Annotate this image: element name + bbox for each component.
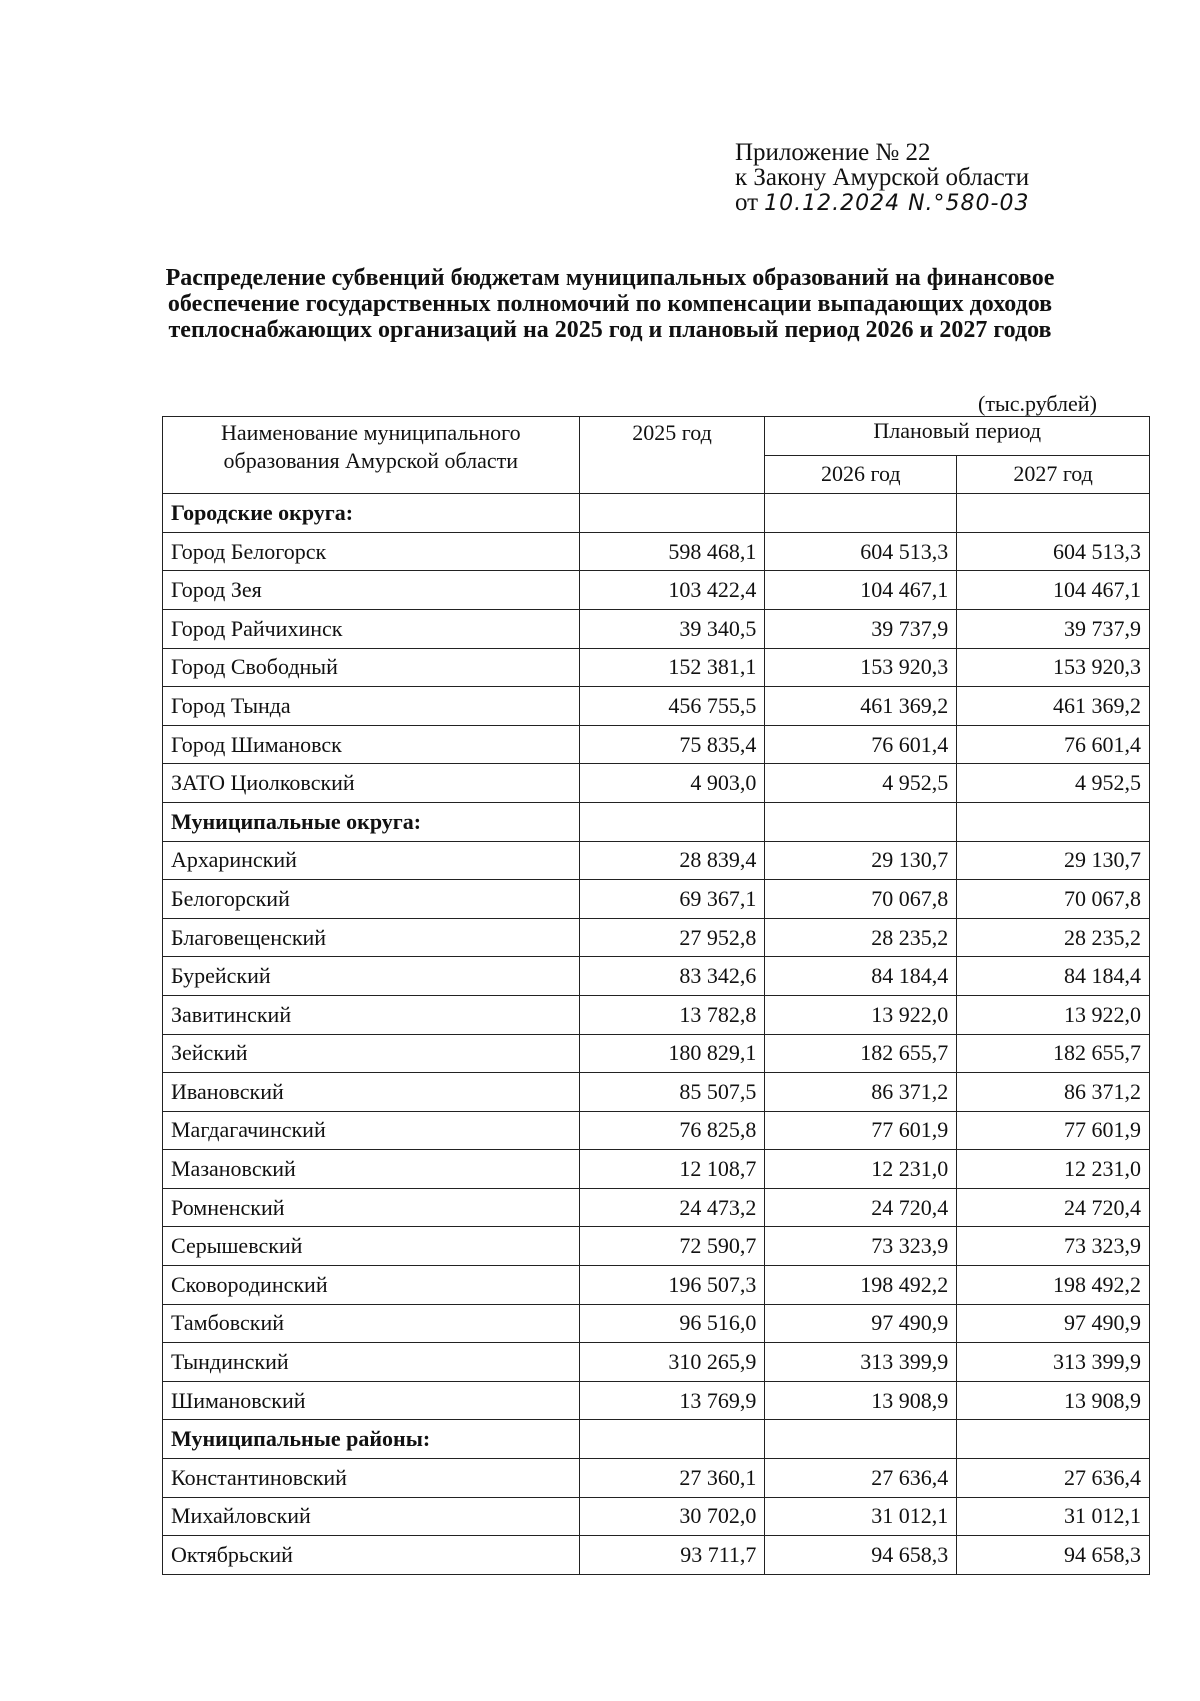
table-row <box>163 1266 1150 1305</box>
municipality-name-cell: Благовещенский <box>163 918 580 957</box>
header-2027-cell: 2027 год <box>957 455 1150 494</box>
value-2027-cell: 313 399,9 <box>957 1343 1150 1382</box>
value-2026-cell: 76 601,4 <box>765 725 957 764</box>
table-row <box>163 609 1150 648</box>
value-2027-cell: 4 952,5 <box>957 764 1150 803</box>
value-2027-cell: 182 655,7 <box>957 1034 1150 1073</box>
section-title-cell: Муниципальные округа: <box>163 802 580 841</box>
municipality-name-cell: Ромненский <box>163 1188 580 1227</box>
value-2027-cell: 31 012,1 <box>957 1497 1150 1536</box>
value-2025-cell: 39 340,5 <box>579 609 765 648</box>
value-2025-cell: 24 473,2 <box>579 1188 765 1227</box>
value-2026-cell: 27 636,4 <box>765 1459 957 1498</box>
municipality-name-cell: Город Тында <box>163 687 580 726</box>
value-2026-cell: 97 490,9 <box>765 1304 957 1343</box>
table-row <box>163 841 1150 880</box>
section-title-cell: Городские округа: <box>163 494 580 533</box>
table-row <box>163 571 1150 610</box>
value-2025-cell: 28 839,4 <box>579 841 765 880</box>
table-row <box>163 957 1150 996</box>
municipality-name-cell: Октябрьский <box>163 1536 580 1575</box>
municipality-name-cell: Город Зея <box>163 571 580 610</box>
municipality-name-cell: Михайловский <box>163 1497 580 1536</box>
value-2027-cell: 76 601,4 <box>957 725 1150 764</box>
municipality-name-cell: Тындинский <box>163 1343 580 1382</box>
value-2026-cell: 182 655,7 <box>765 1034 957 1073</box>
value-2027-cell: 86 371,2 <box>957 1073 1150 1112</box>
section-empty-cell <box>765 802 957 841</box>
value-2025-cell: 27 360,1 <box>579 1459 765 1498</box>
section-row <box>163 1420 1150 1459</box>
value-2026-cell: 4 952,5 <box>765 764 957 803</box>
value-2026-cell: 70 067,8 <box>765 880 957 919</box>
table-row <box>163 880 1150 919</box>
value-2025-cell: 85 507,5 <box>579 1073 765 1112</box>
section-empty-cell <box>957 802 1150 841</box>
unit-label: (тыс.рублей) <box>978 391 1097 416</box>
value-2025-cell: 310 265,9 <box>579 1343 765 1382</box>
municipality-name-cell: Архаринский <box>163 841 580 880</box>
handwritten-date-number: 10.12.2024 N.°580-03 <box>764 191 1030 216</box>
value-2026-cell: 39 737,9 <box>765 609 957 648</box>
table-row <box>163 1343 1150 1382</box>
value-2027-cell: 604 513,3 <box>957 532 1150 571</box>
municipality-name-cell: Магдагачинский <box>163 1111 580 1150</box>
header-name-cell: Наименование муниципального образования Амурской области <box>163 417 580 494</box>
municipality-name-cell: Ивановский <box>163 1073 580 1112</box>
value-2027-cell: 28 235,2 <box>957 918 1150 957</box>
header-2026-cell: 2026 год <box>765 455 957 494</box>
municipality-name-cell: Завитинский <box>163 995 580 1034</box>
value-2025-cell: 83 342,6 <box>579 957 765 996</box>
appendix-law-reference: к Закону Амурской области <box>735 164 1030 191</box>
value-2026-cell: 29 130,7 <box>765 841 957 880</box>
section-empty-cell <box>579 802 765 841</box>
value-2026-cell: 31 012,1 <box>765 1497 957 1536</box>
value-2025-cell: 75 835,4 <box>579 725 765 764</box>
value-2027-cell: 13 908,9 <box>957 1381 1150 1420</box>
appendix-number: Приложение № 22 <box>735 139 931 166</box>
municipality-name-cell: ЗАТО Циолковский <box>163 764 580 803</box>
value-2027-cell: 12 231,0 <box>957 1150 1150 1189</box>
table-row <box>163 725 1150 764</box>
value-2027-cell: 24 720,4 <box>957 1188 1150 1227</box>
section-row <box>163 494 1150 533</box>
value-2025-cell: 72 590,7 <box>579 1227 765 1266</box>
municipality-name-cell: Город Свободный <box>163 648 580 687</box>
value-2025-cell: 456 755,5 <box>579 687 765 726</box>
value-2025-cell: 598 468,1 <box>579 532 765 571</box>
value-2025-cell: 180 829,1 <box>579 1034 765 1073</box>
value-2025-cell: 93 711,7 <box>579 1536 765 1575</box>
value-2026-cell: 86 371,2 <box>765 1073 957 1112</box>
municipality-name-cell: Константиновский <box>163 1459 580 1498</box>
section-empty-cell <box>579 1420 765 1459</box>
value-2025-cell: 152 381,1 <box>579 648 765 687</box>
table-row <box>163 764 1150 803</box>
header-planned-period-cell: Плановый период <box>765 417 1150 456</box>
municipality-name-cell: Мазановский <box>163 1150 580 1189</box>
value-2026-cell: 84 184,4 <box>765 957 957 996</box>
value-2027-cell: 13 922,0 <box>957 995 1150 1034</box>
table-row <box>163 1188 1150 1227</box>
table-row <box>163 995 1150 1034</box>
value-2026-cell: 104 467,1 <box>765 571 957 610</box>
municipality-name-cell: Город Белогорск <box>163 532 580 571</box>
subvention-table <box>162 416 1150 1575</box>
value-2025-cell: 13 769,9 <box>579 1381 765 1420</box>
value-2027-cell: 77 601,9 <box>957 1111 1150 1150</box>
appendix-date-prefix: от <box>735 189 759 216</box>
table-row <box>163 1497 1150 1536</box>
table-row <box>163 1536 1150 1575</box>
value-2025-cell: 27 952,8 <box>579 918 765 957</box>
value-2026-cell: 77 601,9 <box>765 1111 957 1150</box>
value-2025-cell: 196 507,3 <box>579 1266 765 1305</box>
municipality-name-cell: Белогорский <box>163 880 580 919</box>
table-row <box>163 918 1150 957</box>
value-2026-cell: 604 513,3 <box>765 532 957 571</box>
document-title: Распределение субвенций бюджетам муниципальных образований на финансовое обеспечение государственных полномочий по компенсации выпадающих доходов теплоснабжающих организаций на 2025 год и плановый период 2026 и 2027 годов <box>165 265 1055 343</box>
section-empty-cell <box>765 1420 957 1459</box>
value-2025-cell: 4 903,0 <box>579 764 765 803</box>
table-row <box>163 1150 1150 1189</box>
section-row <box>163 802 1150 841</box>
value-2026-cell: 24 720,4 <box>765 1188 957 1227</box>
table-header-row <box>163 417 1150 456</box>
table-row <box>163 1381 1150 1420</box>
section-empty-cell <box>765 494 957 533</box>
value-2025-cell: 69 367,1 <box>579 880 765 919</box>
value-2027-cell: 39 737,9 <box>957 609 1150 648</box>
value-2026-cell: 12 231,0 <box>765 1150 957 1189</box>
table-row <box>163 1227 1150 1266</box>
value-2027-cell: 198 492,2 <box>957 1266 1150 1305</box>
municipality-name-cell: Сковородинский <box>163 1266 580 1305</box>
value-2025-cell: 96 516,0 <box>579 1304 765 1343</box>
municipality-name-cell: Город Шимановск <box>163 725 580 764</box>
value-2025-cell: 12 108,7 <box>579 1150 765 1189</box>
value-2025-cell: 103 422,4 <box>579 571 765 610</box>
municipality-name-cell: Серышевский <box>163 1227 580 1266</box>
table-row <box>163 1111 1150 1150</box>
value-2026-cell: 198 492,2 <box>765 1266 957 1305</box>
municipality-name-cell: Зейский <box>163 1034 580 1073</box>
table-row <box>163 648 1150 687</box>
value-2025-cell: 30 702,0 <box>579 1497 765 1536</box>
municipality-name-cell: Шимановский <box>163 1381 580 1420</box>
value-2025-cell: 13 782,8 <box>579 995 765 1034</box>
section-empty-cell <box>957 494 1150 533</box>
section-title-cell: Муниципальные районы: <box>163 1420 580 1459</box>
municipality-name-cell: Бурейский <box>163 957 580 996</box>
value-2026-cell: 28 235,2 <box>765 918 957 957</box>
table-row <box>163 687 1150 726</box>
value-2027-cell: 84 184,4 <box>957 957 1150 996</box>
value-2026-cell: 94 658,3 <box>765 1536 957 1575</box>
appendix-header <box>735 140 1029 216</box>
value-2027-cell: 461 369,2 <box>957 687 1150 726</box>
value-2026-cell: 153 920,3 <box>765 648 957 687</box>
value-2026-cell: 13 908,9 <box>765 1381 957 1420</box>
table-row <box>163 1459 1150 1498</box>
value-2026-cell: 13 922,0 <box>765 995 957 1034</box>
value-2027-cell: 97 490,9 <box>957 1304 1150 1343</box>
value-2027-cell: 104 467,1 <box>957 571 1150 610</box>
table-row <box>163 1073 1150 1112</box>
value-2025-cell: 76 825,8 <box>579 1111 765 1150</box>
appendix-date-line <box>735 190 1029 216</box>
section-empty-cell <box>579 494 765 533</box>
table-row <box>163 1034 1150 1073</box>
value-2027-cell: 94 658,3 <box>957 1536 1150 1575</box>
table-row <box>163 1304 1150 1343</box>
section-empty-cell <box>957 1420 1150 1459</box>
table-row <box>163 532 1150 571</box>
value-2026-cell: 461 369,2 <box>765 687 957 726</box>
value-2026-cell: 313 399,9 <box>765 1343 957 1382</box>
value-2027-cell: 29 130,7 <box>957 841 1150 880</box>
value-2027-cell: 27 636,4 <box>957 1459 1150 1498</box>
value-2027-cell: 70 067,8 <box>957 880 1150 919</box>
header-2025-cell: 2025 год <box>579 417 765 494</box>
value-2027-cell: 153 920,3 <box>957 648 1150 687</box>
municipality-name-cell: Тамбовский <box>163 1304 580 1343</box>
value-2027-cell: 73 323,9 <box>957 1227 1150 1266</box>
value-2026-cell: 73 323,9 <box>765 1227 957 1266</box>
municipality-name-cell: Город Райчихинск <box>163 609 580 648</box>
